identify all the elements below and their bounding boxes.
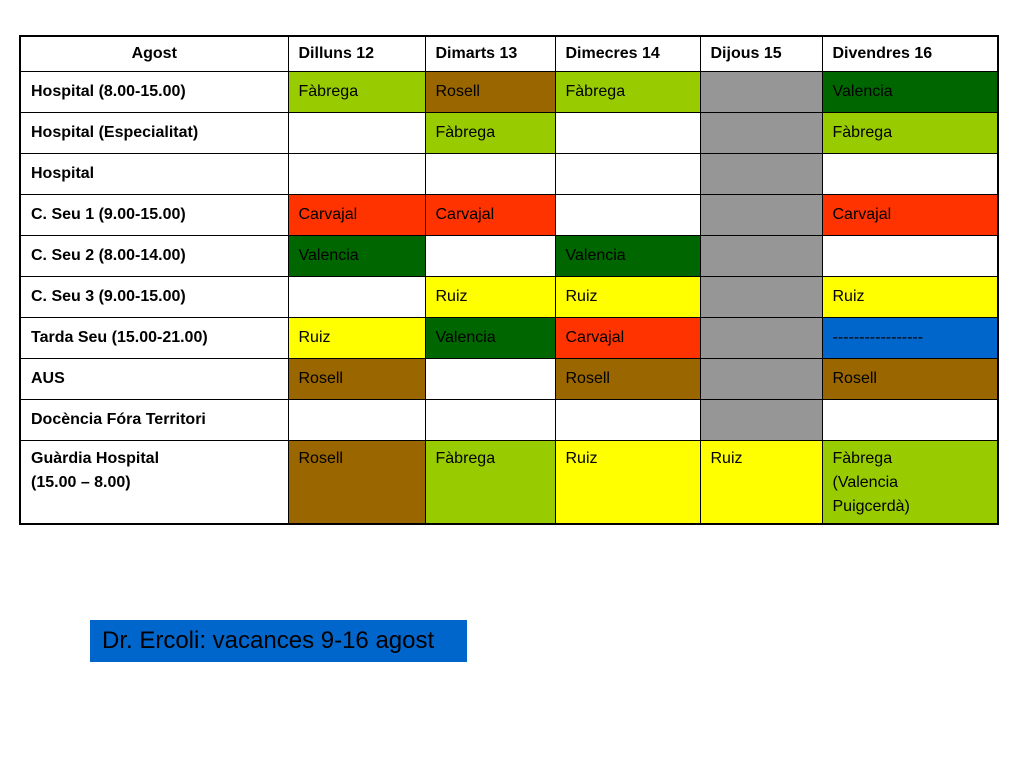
table-cell: Ruiz bbox=[822, 277, 998, 318]
guard-schedule-table bbox=[19, 35, 999, 525]
table-cell: Carvajal bbox=[425, 195, 555, 236]
table-cell bbox=[700, 113, 822, 154]
table-cell bbox=[700, 277, 822, 318]
table-cell: Fàbrega bbox=[425, 441, 555, 525]
row-label: C. Seu 2 (8.00-14.00) bbox=[20, 236, 288, 277]
table-cell bbox=[555, 195, 700, 236]
vacation-note: Dr. Ercoli: vacances 9-16 agost bbox=[90, 620, 467, 662]
table-cell: Rosell bbox=[822, 359, 998, 400]
table-row bbox=[20, 441, 998, 525]
table-cell: Valencia bbox=[822, 72, 998, 113]
table-cell: Rosell bbox=[555, 359, 700, 400]
cell-line: Puigcerdà) bbox=[832, 498, 910, 515]
row-label: AUS bbox=[20, 359, 288, 400]
table-cell: Valencia bbox=[288, 236, 425, 277]
table-cell bbox=[425, 359, 555, 400]
row-label: Docència Fóra Territori bbox=[20, 400, 288, 441]
table-cell bbox=[822, 154, 998, 195]
table-row bbox=[20, 318, 998, 359]
row-label-line: (15.00 – 8.00) bbox=[31, 474, 131, 491]
table-cell: Fàbrega bbox=[555, 72, 700, 113]
row-label: Hospital (8.00-15.00) bbox=[20, 72, 288, 113]
table-row bbox=[20, 72, 998, 113]
table-cell: Carvajal bbox=[288, 195, 425, 236]
row-label: Hospital (Especialitat) bbox=[20, 113, 288, 154]
row-label: Hospital bbox=[20, 154, 288, 195]
table-cell bbox=[700, 400, 822, 441]
header-month: Agost bbox=[20, 36, 288, 72]
table-cell bbox=[700, 236, 822, 277]
table-cell bbox=[288, 400, 425, 441]
table-cell: Rosell bbox=[288, 441, 425, 525]
table-cell: Rosell bbox=[288, 359, 425, 400]
table-row bbox=[20, 359, 998, 400]
table-cell bbox=[425, 400, 555, 441]
row-label: C. Seu 1 (9.00-15.00) bbox=[20, 195, 288, 236]
table-cell bbox=[425, 154, 555, 195]
header-monday: Dilluns 12 bbox=[288, 36, 425, 72]
table-row bbox=[20, 113, 998, 154]
table-cell bbox=[700, 154, 822, 195]
table-cell: Fàbrega bbox=[288, 72, 425, 113]
header-thursday: Dijous 15 bbox=[700, 36, 822, 72]
table-cell bbox=[555, 400, 700, 441]
header-friday: Divendres 16 bbox=[822, 36, 998, 72]
cell-line: (Valencia bbox=[832, 474, 899, 491]
table-cell: Valencia bbox=[425, 318, 555, 359]
table-cell bbox=[700, 72, 822, 113]
table-row bbox=[20, 154, 998, 195]
cell-line: Fàbrega bbox=[832, 450, 893, 467]
table-cell bbox=[822, 400, 998, 441]
header-wednesday: Dimecres 14 bbox=[555, 36, 700, 72]
table-cell bbox=[555, 154, 700, 195]
row-label-line: Guàrdia Hospital bbox=[31, 450, 160, 467]
table-cell bbox=[822, 441, 998, 525]
table-cell: Ruiz bbox=[288, 318, 425, 359]
table-header-row bbox=[20, 36, 998, 72]
table-row bbox=[20, 236, 998, 277]
row-label bbox=[20, 441, 288, 525]
table-cell: Ruiz bbox=[555, 441, 700, 525]
table-row bbox=[20, 400, 998, 441]
table-cell bbox=[555, 113, 700, 154]
table-cell: Ruiz bbox=[700, 441, 822, 525]
table-cell: Carvajal bbox=[555, 318, 700, 359]
table-cell: Valencia bbox=[555, 236, 700, 277]
table-row bbox=[20, 277, 998, 318]
table-cell: Fàbrega bbox=[822, 113, 998, 154]
table-cell bbox=[425, 236, 555, 277]
table-cell: ----------------- bbox=[822, 318, 998, 359]
table-cell bbox=[288, 277, 425, 318]
table-cell bbox=[288, 154, 425, 195]
row-label: Tarda Seu (15.00-21.00) bbox=[20, 318, 288, 359]
row-label: C. Seu 3 (9.00-15.00) bbox=[20, 277, 288, 318]
table-cell bbox=[288, 113, 425, 154]
table-cell: Ruiz bbox=[425, 277, 555, 318]
table-cell bbox=[700, 318, 822, 359]
table-cell: Ruiz bbox=[555, 277, 700, 318]
table-cell: Carvajal bbox=[822, 195, 998, 236]
table-cell: Fàbrega bbox=[425, 113, 555, 154]
table-cell bbox=[700, 359, 822, 400]
header-tuesday: Dimarts 13 bbox=[425, 36, 555, 72]
table-cell bbox=[700, 195, 822, 236]
table-cell: Rosell bbox=[425, 72, 555, 113]
table-row bbox=[20, 195, 998, 236]
table-cell bbox=[822, 236, 998, 277]
